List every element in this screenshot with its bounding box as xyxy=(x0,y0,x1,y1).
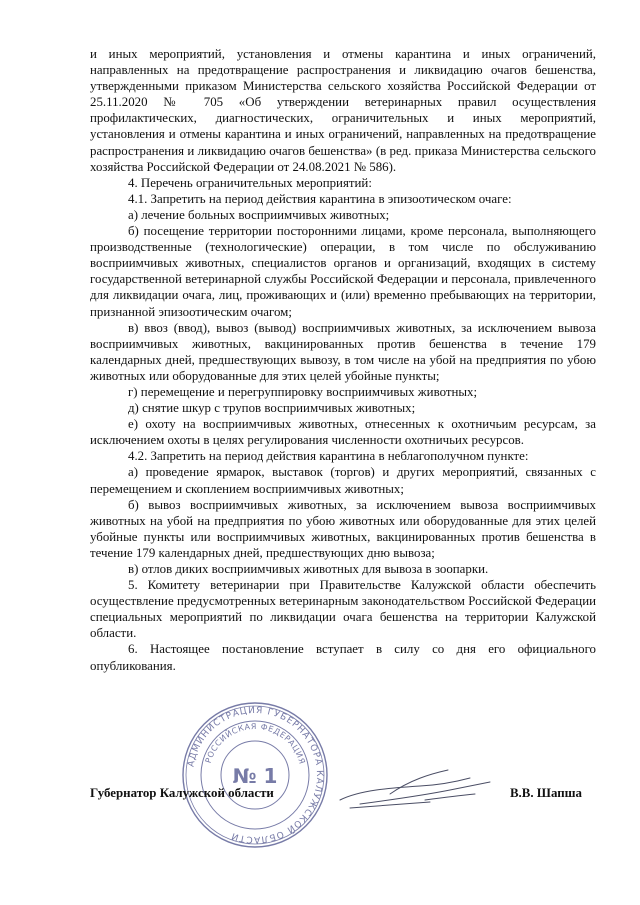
stamp-inner-text: РОССИЙСКАЯ ФЕДЕРАЦИЯ xyxy=(203,721,307,766)
paragraph: 4.2. Запретить на период действия карантина в неблагополучном пункте: xyxy=(128,449,529,464)
signatory-name: В.В. Шапша xyxy=(509,786,582,800)
paragraph: 6. Настоящее постановление вступает в силу со дня его официального опубликования. xyxy=(90,642,596,673)
paragraph: в) ввоз (ввод), вывоз (вывод) восприимчивых животных, за исключением вывоза восприимчивых животных, вакцинированных против бешенства в течение 179 календарных дней, предшествующих вывозу, в том числе на убой на предприятия по убою животных или оборудованные для этих целей убойные пункты; xyxy=(90,320,596,383)
document-body xyxy=(90,46,596,674)
paragraph: в) отлов диких восприимчивых животных для вывоза в зоопарки. xyxy=(128,562,489,576)
paragraph: е) охоту на восприимчивых животных, отнесенных к охотничьим ресурсам, за исключением охоты в целях регулирования численности охотничьих ресурсов. xyxy=(90,417,596,448)
paragraph: б) посещение территории посторонними лицами, кроме персонала, выполняющего производственные (технологические) операции, в том числе по обслуживанию восприимчивых животных, специалистов органов и организаций, входящих в систему государственной ветеринарной службы Российской Федерации и персонала, привлеченного для ликвидации очага, лиц, проживающих и (или) временно пребывающих на территории, признанной эпизоотическим очагом; xyxy=(90,224,596,319)
stamp-number: № 1 xyxy=(232,764,278,788)
paragraph: д) снятие шкур с трупов восприимчивых животных; xyxy=(128,401,416,416)
paragraph: б) вывоз восприимчивых животных, за исключением вывоза восприимчивых животных на убой на предприятия по убою животных или оборудованные для этих целей убойные пункты или восприимчивых животных, вакцинированных против бешенства в течение 179 календарных дней, предшествующих дню вывоза; xyxy=(90,497,596,560)
paragraph: 4.1. Запретить на период действия карантина в эпизоотическом очаге: xyxy=(128,191,512,206)
signatory-position: Губернатор Калужской области xyxy=(90,786,274,800)
paragraph: г) перемещение и перегруппировку восприимчивых животных; xyxy=(128,384,478,399)
paragraph: 4. Перечень ограничительных мероприятий: xyxy=(128,175,372,190)
signature-block xyxy=(90,786,596,806)
official-stamp-icon xyxy=(180,695,330,855)
stamp-outer-text: АДМИНИСТРАЦИЯ ГУБЕРНАТОРА КАЛУЖСКОЙ ОБЛАСТИ xyxy=(186,705,325,845)
paragraph: а) лечение больных восприимчивых животных; xyxy=(128,207,390,222)
paragraph: а) проведение ярмарок, выставок (торгов) и других мероприятий, связанных с перемещением и скоплением восприимчивых животных; xyxy=(90,465,596,496)
svg-text:РОССИЙСКАЯ ФЕДЕРАЦИЯ xyxy=(204,722,307,766)
paragraph: и иных мероприятий, установления и отмены карантина и иных ограничений, направленных на предотвращение распространения и ликвидацию очагов бешенства, утвержденными приказом Министерства сельского хозяйства Российской Федерации от 25.11.2020 № 705 «Об утверждении ветеринарных правил осуществления профилактических, диагностических, ограничительных и иных мероприятий, установления и отмены карантина и иных ограничений, направленных на предотвращение распространения и ликвидацию очагов бешенства» (в ред. приказа Министерства сельского хозяйства Российской Федерации от 24.08.2021 № 586). xyxy=(90,47,596,174)
paragraph: 5. Комитету ветеринарии при Правительстве Калужской области обеспечить осуществление предусмотренных ветеринарным законодательством Российской Федерации специальных мероприятий по ликвидации очага бешенства на территории Калужской области. xyxy=(90,578,596,641)
